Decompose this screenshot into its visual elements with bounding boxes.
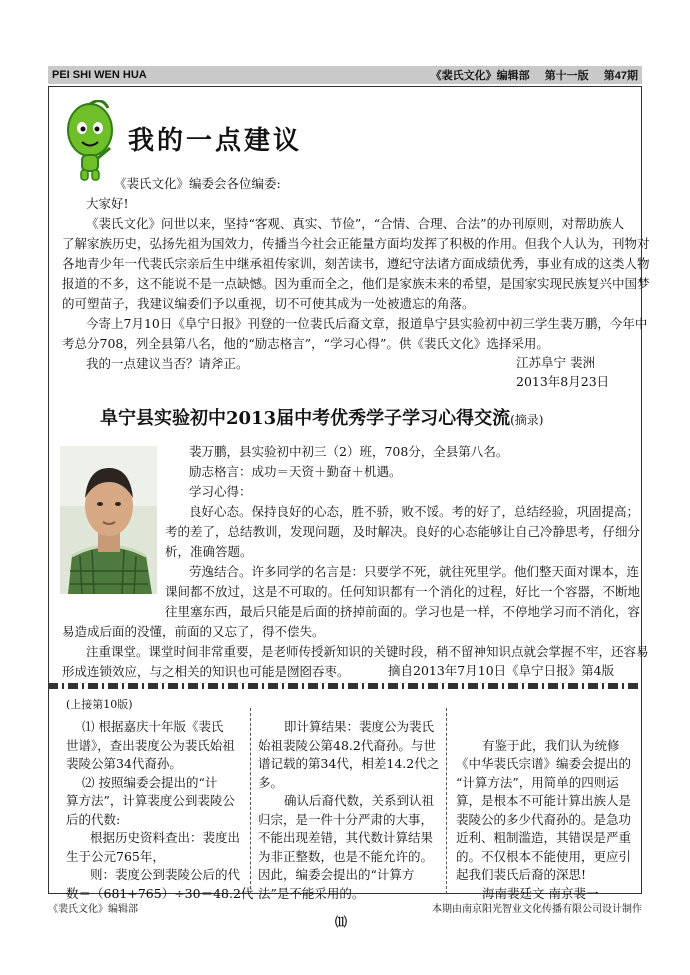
text-line: 为非正整数，也是不能允许的。 [258, 848, 434, 864]
article2-title [100, 404, 543, 430]
text-line: 良好心态。保持良好的心态，胜不骄，败不馁。考的好了，总结经验，巩固提高； [189, 504, 640, 519]
text-line: 算，是根本不可能计算出族人是 [456, 793, 632, 808]
continued-column-2 [258, 718, 439, 903]
text-line: 因此，编委会提出的“计算方 [258, 867, 415, 882]
text-line: 裴万鹏，县实验初中初三（2）班，708分，全县第八名。 [189, 444, 509, 459]
text-line: 有鉴于此，我们认为统修 [482, 737, 620, 753]
text-line: 根据历史资料查出：裴度出 [90, 830, 241, 845]
text-line: 起我们裴氏后裔的深思! [456, 867, 587, 882]
column-separator [250, 708, 251, 894]
text-line: 形成连锁效应，与之相关的知识也可能是囫囵吞枣。 [62, 664, 350, 679]
article2-title-note: (摘录) [510, 413, 544, 427]
text-line: 易造成后面的没懂，前面的又忘了，得不偿失。 [62, 624, 325, 639]
text-line: 生于公元765年， [66, 848, 165, 864]
text-line: 《裴氏文化》问世以来，坚持“客观、真实、节俭”，“合情、合理、合法”的办刊原则，对帮助族人 [86, 216, 625, 231]
header-pinyin: PEI SHI WEN HUA [52, 69, 147, 81]
text-line: 《裴氏文化》编委会各位编委: [114, 176, 281, 191]
continued-column-3 [456, 718, 631, 903]
text-line: 不能出现差错，其代数计算结果 [258, 830, 434, 845]
header-info [419, 67, 638, 83]
footer-right: 本期由南京阳光智业文化传播有限公司设计制作 [432, 904, 642, 915]
text-line: 各地青少年一代裴氏宗亲后生中继承祖传家训，刻苦读书，遵纪守法诸方面成绩优秀，事业有成的这类人物 [62, 256, 650, 271]
article2-source: 摘自2013年7月10日《阜宁日报》第4版 [388, 663, 615, 678]
text-line: 今寄上7月10日《阜宁日报》刊登的一位裴氏后裔文章，报道阜宁县实验初中初三学生裴万鹏，今年中 [86, 316, 648, 331]
text-line: 析，准确答题。 [165, 544, 253, 559]
text-line: 海南裴廷文 南京裴一 [482, 885, 599, 901]
text-line: 考的差了，总结教训，发现问题，及时解决。良好的心态能够让自己冷静思考，仔细分 [165, 524, 641, 539]
text-line: 数＝（681+765）÷30＝48.2代 [66, 885, 254, 901]
student-photo [60, 446, 157, 594]
text-line: 考总分708，列全县第八名，他的“励志格言”，“学习心得”。供《裴氏文化》选择采用。 [62, 336, 549, 351]
text-line: ⑵ 按照编委会提出的“计 [82, 774, 218, 790]
text-line: 了解家族历史，弘扬先祖为国效力，传播当今社会正能量方面均发挥了积极的作用。但我个人认为，刊物对 [62, 236, 650, 251]
text-line: 《中华裴氏宗谱》编委会提出的 [456, 756, 632, 771]
text-line: 近利、粗制滥造，其错误是严重 [456, 830, 632, 845]
article1-body [62, 174, 650, 374]
continued-column-1 [66, 718, 253, 903]
article2-body-top [165, 442, 640, 622]
continued-label: (上接第10版) [66, 698, 133, 711]
text-line: 的可塑苗子，我建议编委们予以重视，切不可使其成为一处被遗忘的角落。 [62, 296, 475, 311]
text-line: 我的一点建议当否？请斧正。 [86, 356, 249, 371]
text-line: “计算方法”，用简单的四则运 [456, 774, 619, 790]
text-line: 世谱》，查出裴度公为裴氏始祖 [66, 737, 235, 753]
text-line: 大家好! [86, 196, 129, 211]
text-line: 课间都不放过，这是不可取的。任何知识都有一个消化的过程，好比一个容器，不断地 [165, 584, 641, 599]
text-line: 多。 [258, 774, 284, 790]
section-divider [48, 683, 642, 689]
text-line: 劳逸结合。许多同学的名言是：只要学不死，就往死里学。他们整天面对课本，连 [189, 564, 640, 579]
text-line: 学习心得： [189, 484, 252, 499]
footer-left: 《裴氏文化》编辑部 [48, 904, 138, 915]
text-line: 则：裴度公到裴陵公后的代 [90, 867, 241, 882]
text-line: 确认后裔代数，关系到认祖 [284, 793, 435, 808]
text-line [456, 718, 631, 737]
text-line: 即计算结果：裴度公为裴氏 [284, 719, 435, 734]
text-line: ⑴ 根据嘉庆十年版《裴氏 [82, 719, 224, 734]
text-line: 算方法”，计算裴度公到裴陵公 [66, 793, 235, 808]
header-editorial: 《裴氏文化》编辑部 [430, 70, 530, 82]
text-line: 的。不仅根本不能使用，更应引 [456, 848, 632, 864]
text-line: 注重课堂。课堂时间非常重要，是老师传授新知识的关键时段，稍不留神知识点就会掌握不牢，还容易 [86, 644, 649, 659]
mascot-icon [62, 100, 118, 182]
column-separator [446, 708, 447, 894]
text-line: 后的代数: [66, 811, 121, 827]
header-issue: 第47期 [603, 70, 638, 82]
header-edition: 第十一版 [544, 70, 589, 82]
text-line: 始祖裴陵公第48.2代裔孙。与世 [258, 737, 436, 753]
text-line: 裴陵公第34代裔孙。 [66, 756, 182, 771]
text-line: 励志格言：成功＝天资＋勤奋＋机遇。 [189, 464, 402, 479]
text-line: 裴陵公的多少代裔孙的。是急功 [456, 811, 632, 827]
article2-title-text: 阜宁县实验初中2013届中考优秀学子学习心得交流 [100, 408, 511, 429]
article1-date: 2013年8月23日 [516, 374, 610, 389]
text-line: 归宗，是一件十分严肃的大事， [258, 811, 434, 827]
page-header [48, 66, 642, 84]
text-line: 报道的不多，这不能说不是一点缺憾。因为重而全之，他们是家族未来的希望，是国家实现民族复兴中国梦 [62, 276, 650, 291]
article1-signature: 江苏阜宁 裴洲 [516, 355, 595, 370]
text-line: 法”是不能采用的。 [258, 885, 365, 901]
page-number: ⑾ [335, 915, 348, 929]
article1-title: 我的一点建议 [128, 126, 303, 156]
text-line: 往里塞东西，最后只能是后面的挤掉前面的。学习也是一样，不停地学习而不消化，容 [165, 604, 641, 619]
text-line: 谱记载的第34代，相差14.2代之 [258, 756, 440, 771]
